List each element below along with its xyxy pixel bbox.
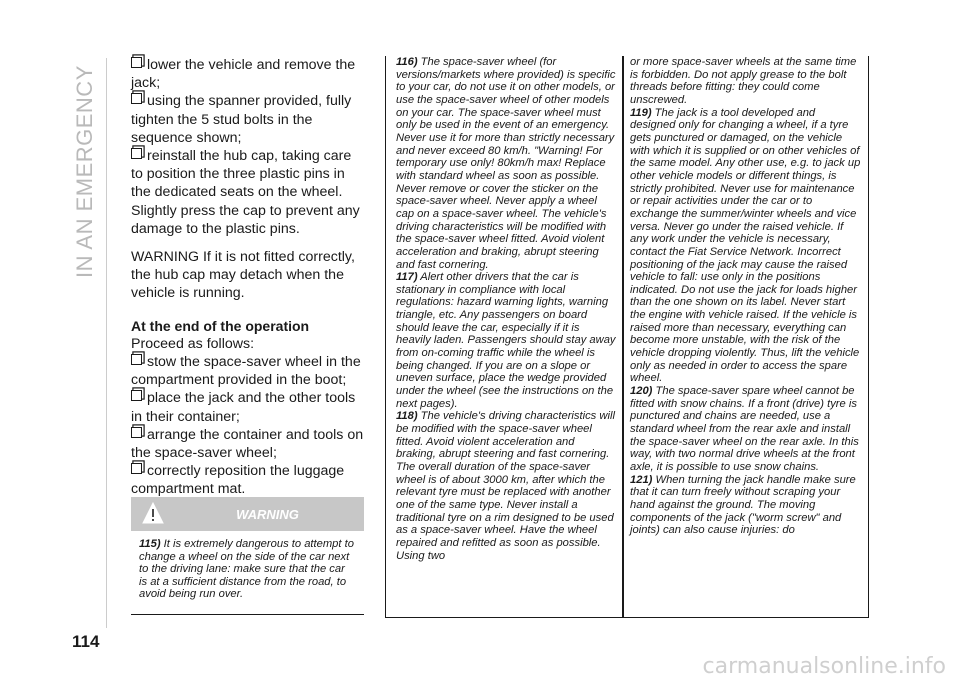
bullet-text: using the spanner provided, fully tighten the 5 stud bolts in the sequence shown;: [131, 93, 352, 146]
note-text: When turning the jack handle make sure that it can turn freely without scraping your hand against the ground. The moving components of the jack ("worm screw" and joints) can also cause injuries: do: [630, 473, 856, 537]
side-divider: [106, 58, 107, 628]
page-number: 114: [72, 632, 100, 651]
section-title: IN AN EMERGENCY: [72, 65, 97, 278]
bullet-item: [131, 462, 367, 498]
note-number: 116): [396, 56, 418, 68]
checkbox-bullet-icon: [131, 57, 142, 68]
bullet-list-a: [131, 56, 367, 238]
section-heading: At the end of the operation: [131, 317, 310, 334]
note-item: [630, 474, 862, 537]
note-item: [630, 385, 862, 474]
note-item: [396, 410, 617, 562]
note-number: 120): [630, 385, 653, 398]
bullet-item: [131, 353, 367, 389]
note-number: 119): [630, 106, 652, 119]
note-item: [630, 56, 862, 107]
warning-paragraph: WARNING If it is not fitted correctly, the hub cap may detach when the vehicle is running.: [131, 249, 355, 302]
note-item: [396, 56, 617, 271]
bullet-item: [131, 389, 367, 425]
note-text: The vehicle's driving characteristics will be modified with the space-saver wheel fitted. Avoid violent acceleration and braking, abrupt steering and fast cornering. The overall duration of the space-saver wheel is of about 3000 km, after which the relevant tyre must be replaced with another one of the same type. Never install a traditional tyre on a rim designed to be used as a space-saver wheel. Have the wheel repaired and refitted as soon as possible. Using two: [396, 410, 615, 562]
note-text: The space-saver spare wheel cannot be fitted with snow chains. If a front (drive) tyre is punctured and chains are needed, use a standard wheel from the rear axle and install the space-saver wheel on the rear axle. In this way, with two normal drive wheels at the front axle, it is possible to use snow chains.: [630, 385, 859, 473]
intro-text: Proceed as follows:: [131, 335, 255, 352]
checkbox-bullet-icon: [131, 354, 142, 365]
note-number: 117): [396, 271, 418, 284]
bullet-item: [131, 92, 367, 147]
note-text: Alert other drivers that the car is stationary in compliance with local regulations: hazard warning lights, warning triangle, etc. Any passengers on board should leave the car, especially if it is heavily laden. Passengers should stay away from on-coming traffic while the wheel is being changed. If you are on a slope or uneven surface, place the wedge provided under the wheel (see the instructions on the next pages).: [396, 271, 616, 410]
bullet-text: stow the space-saver wheel in the compartment provided in the boot;: [131, 354, 361, 389]
bullet-item: [131, 56, 367, 92]
checkbox-bullet-icon: [131, 148, 142, 159]
bullet-text: lower the vehicle and remove the jack;: [131, 57, 356, 92]
note-text: or more space-saver wheels at the same time is forbidden. Do not apply grease to the bolt threads before fitting: they could come unscrewed.: [630, 56, 857, 106]
note-number: 118): [396, 410, 418, 423]
notes-column-3: [623, 56, 869, 618]
bullet-text: correctly reposition the luggage compartment mat.: [131, 463, 345, 498]
note-number: 121): [630, 473, 653, 486]
bullet-text: reinstall the hub cap, taking care to position the three plastic pins in the dedicated seats on the wheel. Slightly press the cap to prevent any damage to the plastic pins.: [131, 148, 360, 237]
checkbox-bullet-icon: [131, 93, 142, 104]
main-column: [131, 56, 367, 499]
note-number: 115): [139, 538, 161, 550]
bullet-item: [131, 426, 367, 462]
checkbox-bullet-icon: [131, 463, 142, 474]
notes-column-2: [385, 56, 623, 618]
note-text: The jack is a tool developed and designed only for changing a wheel, if a tyre gets punctured or damaged, on the vehicle with which it is supplied or on other vehicles of the same model. Any other use, e.g. to jack up other vehicle models or different things, is strictly prohibited. Never use for maintenance or repair activities under the car or to exchange the summer/winter wheels and vice versa. Never go under the raised vehicle. If any work under the vehicle is necessary, contact the Fiat Service Network. Incorrect positioning of the jack may cause the raised vehicle to fall: use only in the positions indicated. Do not use the jack for loads higher than the one shown on its label. Never start the engine with vehicle raised. If the vehicle is raised more than necessary, everything can become more unstable, with the risk of the vehicle dropping violently. Thus, lift the vehicle only as needed in order to access the spare wheel.: [630, 106, 861, 385]
note-text: It is extremely dangerous to attempt to change a wheel on the side of the car next to the driving lane: make sure that the car is at a sufficient distance from the road, to avoid being run over.: [139, 538, 354, 601]
warning-box: [131, 497, 364, 615]
warning-label: WARNING: [236, 507, 299, 522]
watermark: carmanualsonline.info: [702, 654, 946, 679]
note-item: [396, 271, 617, 410]
note-text: The space-saver wheel (for versions/markets where provided) is specific to your car, do not use it on other models, or use the space-saver wheel of other models on your car. The space-saver wheel must only be used in the event of an emergency. Never use it for more than strictly necessary and never exceed 80 km/h. "Warning! For temporary use only! 80km/h max! Replace with standard wheel as soon as possible. Never remove or cover the sticker on the space-saver wheel. Never apply a wheel cap on a space-saver wheel. The vehicle's driving characteristics will be modified with the space-saver wheel fitted. Avoid violent acceleration and braking, abrupt steering and fast cornering.: [396, 56, 616, 271]
note-item: [630, 107, 862, 385]
warning-body: [131, 531, 364, 615]
bullet-text: place the jack and the other tools in their container;: [131, 390, 356, 425]
bullet-list-b: [131, 353, 367, 499]
checkbox-bullet-icon: [131, 427, 142, 438]
warning-header: [131, 497, 364, 531]
checkbox-bullet-icon: [131, 390, 142, 401]
bullet-text: arrange the container and tools on the space-saver wheel;: [131, 426, 364, 462]
bullet-item: [131, 147, 367, 238]
